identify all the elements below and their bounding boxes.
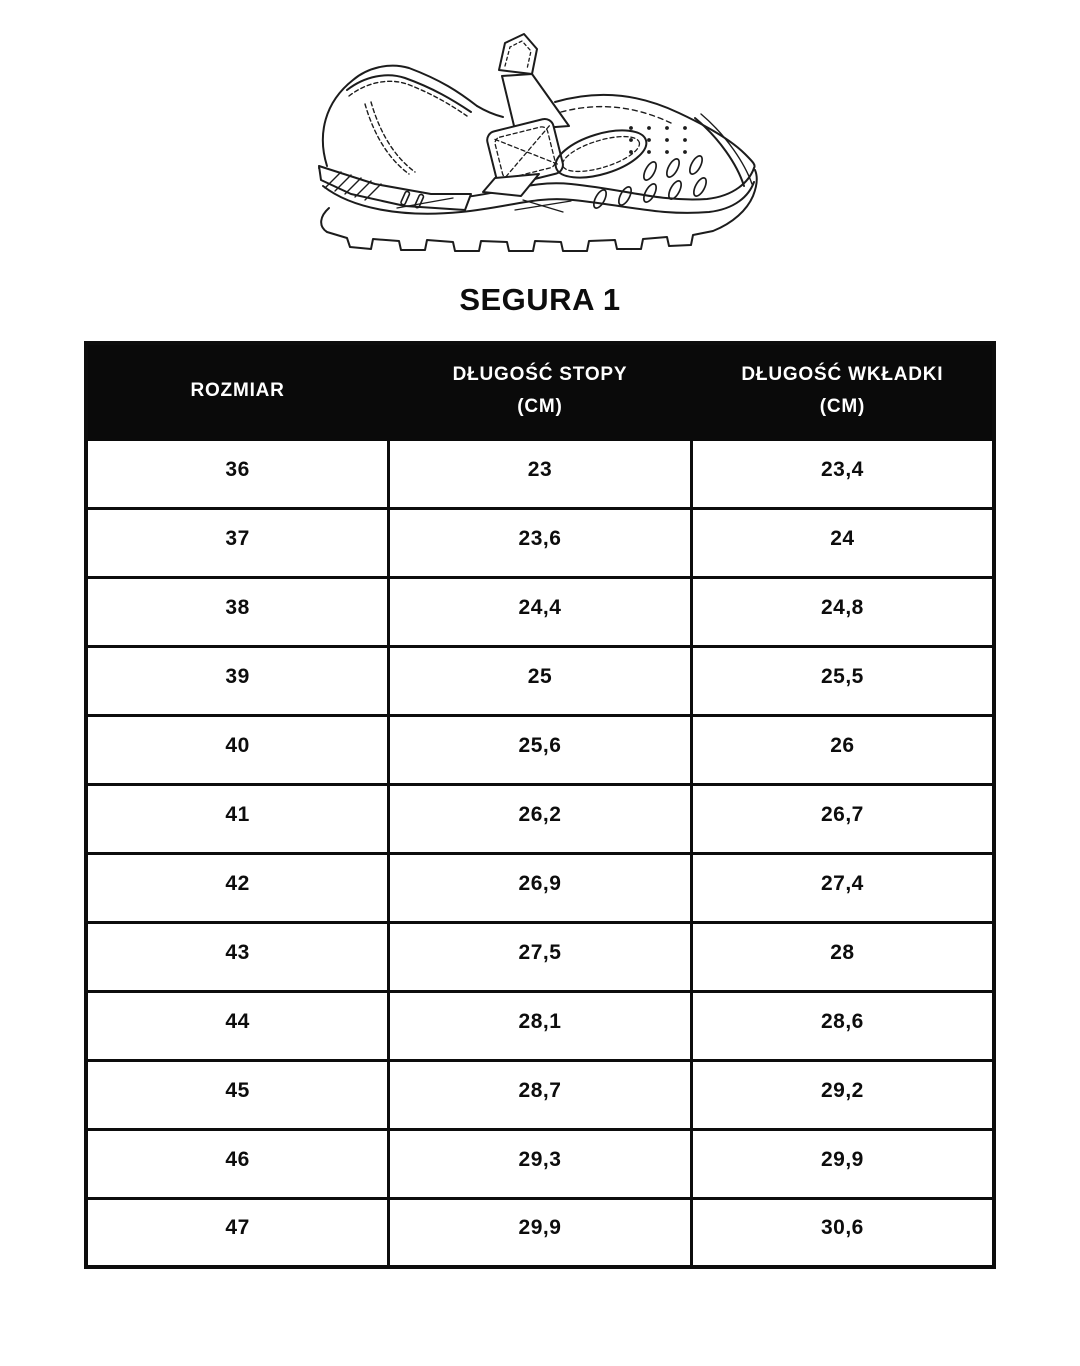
cell-dlugosc-stopy: 25,6 (389, 715, 692, 784)
cell-dlugosc-wkladki: 28,6 (691, 991, 994, 1060)
table-row (86, 1198, 994, 1267)
table-row (86, 577, 994, 646)
cell-dlugosc-wkladki: 23,4 (691, 439, 994, 508)
cell-dlugosc-wkladki: 26 (691, 715, 994, 784)
cell-rozmiar: 37 (86, 508, 389, 577)
table-row (86, 991, 994, 1060)
cell-rozmiar: 41 (86, 784, 389, 853)
table-row (86, 1129, 994, 1198)
column-header-dlugosc-stopy (389, 343, 692, 439)
cell-dlugosc-wkladki: 26,7 (691, 784, 994, 853)
table-row (86, 853, 994, 922)
cell-dlugosc-stopy: 29,9 (389, 1198, 692, 1267)
cell-dlugosc-wkladki: 29,9 (691, 1129, 994, 1198)
side-opening (550, 121, 652, 187)
cell-rozmiar: 42 (86, 853, 389, 922)
size-table (84, 341, 996, 1269)
cell-dlugosc-stopy: 23 (389, 439, 692, 508)
sole-outline (319, 168, 757, 251)
heel-guard (319, 166, 471, 210)
page-title: SEGURA 1 (459, 282, 621, 317)
table-row (86, 439, 994, 508)
column-header-dlugosc-wkladki (691, 343, 994, 439)
cell-dlugosc-stopy: 29,3 (389, 1129, 692, 1198)
header-label: DŁUGOŚĆ WKŁADKI (741, 364, 944, 386)
perforation-holes (591, 126, 708, 210)
cell-dlugosc-wkladki: 30,6 (691, 1198, 994, 1267)
size-chart (84, 341, 996, 1269)
header-row (86, 343, 994, 439)
cell-dlugosc-wkladki: 24 (691, 508, 994, 577)
table-row (86, 1060, 994, 1129)
cell-dlugosc-stopy: 28,7 (389, 1060, 692, 1129)
table-row (86, 508, 994, 577)
cell-dlugosc-stopy: 25 (389, 646, 692, 715)
table-row (86, 646, 994, 715)
cell-rozmiar: 46 (86, 1129, 389, 1198)
cell-dlugosc-wkladki: 25,5 (691, 646, 994, 715)
cell-dlugosc-wkladki: 28 (691, 922, 994, 991)
cell-dlugosc-stopy: 23,6 (389, 508, 692, 577)
shoe-illustration (305, 16, 775, 256)
cell-dlugosc-stopy: 28,1 (389, 991, 692, 1060)
header-label: DŁUGOŚĆ STOPY (452, 364, 628, 386)
cell-rozmiar: 38 (86, 577, 389, 646)
header-sub: (CM) (517, 396, 563, 418)
cell-rozmiar: 47 (86, 1198, 389, 1267)
safety-sandal-icon (305, 16, 775, 256)
cell-dlugosc-stopy: 24,4 (389, 577, 692, 646)
table-row (86, 715, 994, 784)
cell-rozmiar: 43 (86, 922, 389, 991)
table-row (86, 922, 994, 991)
cell-rozmiar: 44 (86, 991, 389, 1060)
column-header-rozmiar (86, 343, 389, 439)
size-table-body (86, 439, 994, 1267)
cell-dlugosc-wkladki: 27,4 (691, 853, 994, 922)
cell-rozmiar: 40 (86, 715, 389, 784)
cell-dlugosc-wkladki: 29,2 (691, 1060, 994, 1129)
cell-rozmiar: 39 (86, 646, 389, 715)
size-table-header (86, 343, 994, 439)
cell-dlugosc-wkladki: 24,8 (691, 577, 994, 646)
cell-dlugosc-stopy: 26,9 (389, 853, 692, 922)
table-row (86, 784, 994, 853)
cell-rozmiar: 36 (86, 439, 389, 508)
header-sub: (CM) (819, 396, 866, 418)
cell-dlugosc-stopy: 26,2 (389, 784, 692, 853)
cell-rozmiar: 45 (86, 1060, 389, 1129)
header-label: ROZMIAR (190, 380, 285, 402)
cell-dlugosc-stopy: 27,5 (389, 922, 692, 991)
